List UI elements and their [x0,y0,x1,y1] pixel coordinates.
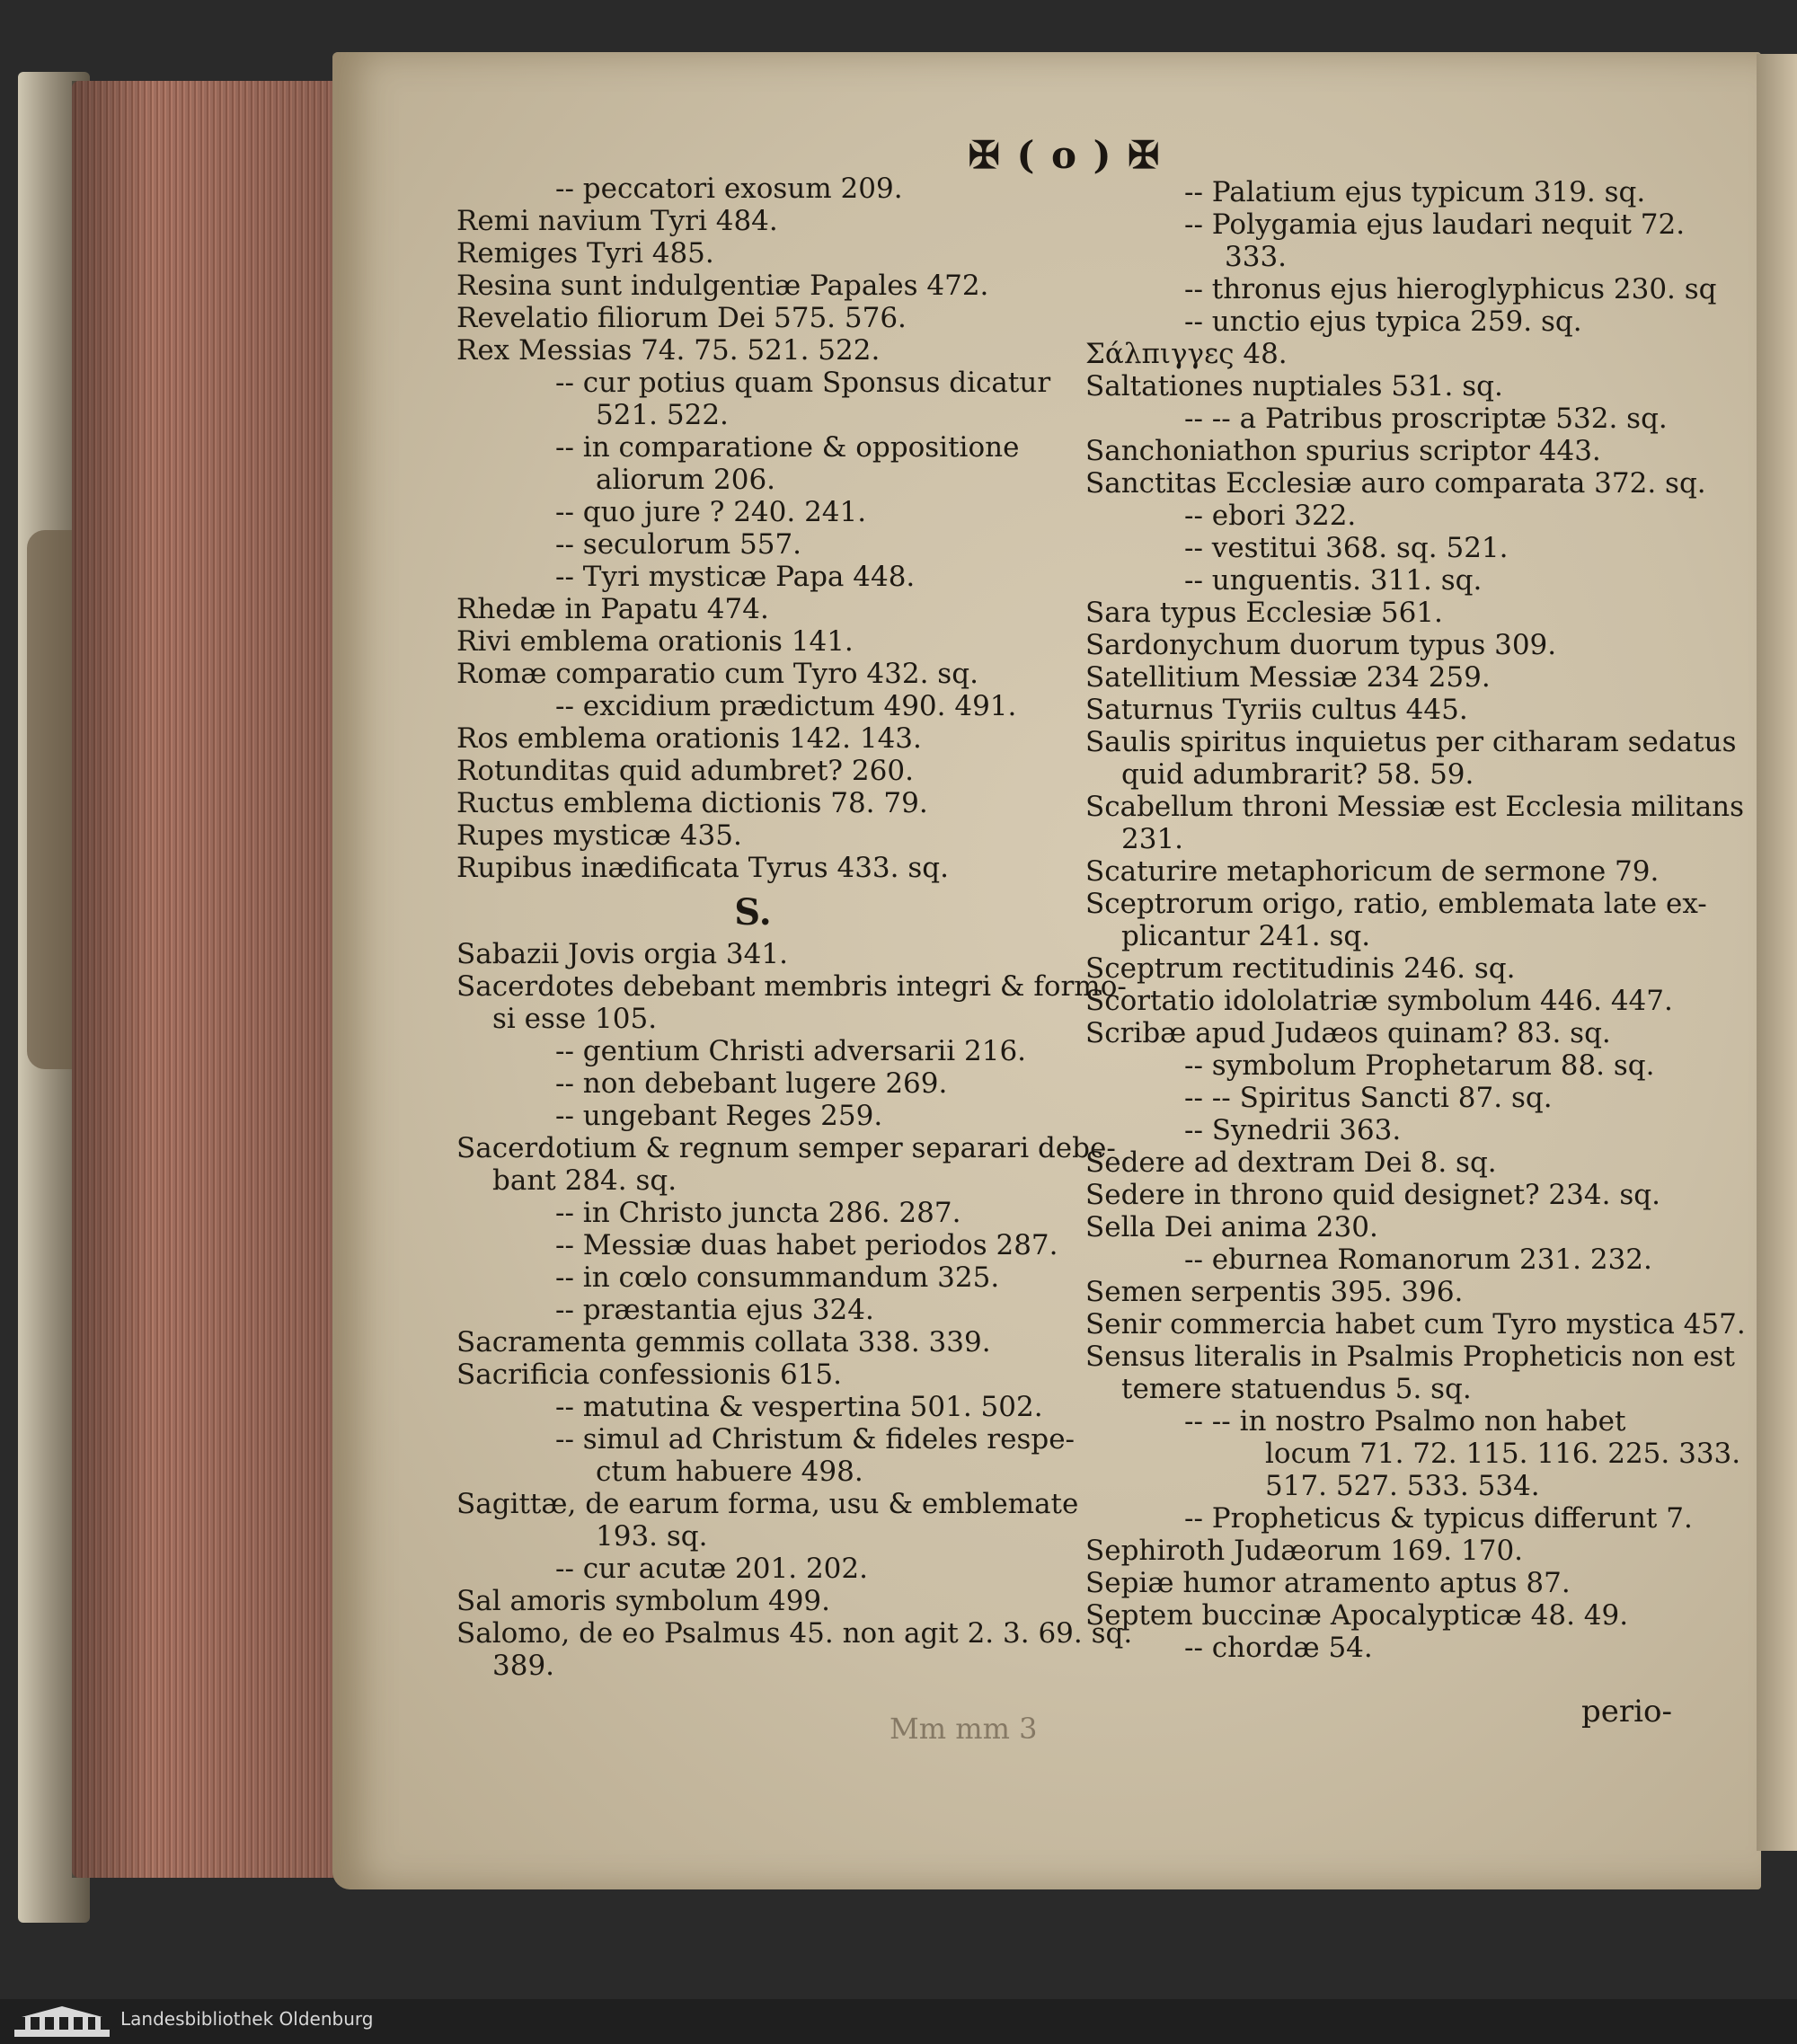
index-entry: Revelatio filiorum Dei 575. 576. [456,302,907,334]
index-entry: -- non debebant lugere 269. [555,1067,948,1100]
index-entry: -- quo jure ? 240. 241. [555,496,867,528]
index-entry: -- thronus ejus hieroglyphicus 230. sq [1184,273,1717,305]
index-entry: -- excidium prædictum 490. 491. [555,690,1017,722]
index-entry: -- Propheticus & typicus differunt 7. [1184,1502,1693,1535]
index-entry: Remi navium Tyri 484. [456,205,778,237]
index-entry: 333. [1225,241,1288,273]
index-entry: Sal amoris symbolum 499. [456,1585,831,1617]
index-entry: -- simul ad Christum & fideles respe- [555,1423,1076,1456]
index-entry: -- gentium Christi adversarii 216. [555,1035,1027,1067]
page-header-ornament: ✠ ( o ) ✠ [968,133,1162,177]
index-entry: -- Polygamia ejus laudari nequit 72. [1184,208,1686,241]
index-entry: -- -- a Patribus proscriptæ 532. sq. [1184,403,1668,435]
index-entry: Romæ comparatio cum Tyro 432. sq. [456,658,978,690]
index-entry: Saulis spiritus inquietus per citharam sedatus [1085,726,1737,758]
index-entry: Sceptrorum origo, ratio, emblemata late ex- [1085,888,1707,920]
index-entry: Rivi emblema orationis 141. [456,625,854,658]
index-entry: 389. [492,1650,555,1682]
index-entry: -- chordæ 54. [1184,1632,1373,1664]
index-entry: Sedere in throno quid designet? 234. sq. [1085,1179,1660,1211]
index-entry: aliorum 206. [596,464,776,496]
index-entry: 231. [1121,823,1184,855]
index-entry: Sacerdotes debebant membris integri & formo- [456,970,1127,1003]
index-entry: Rex Messias 74. 75. 521. 522. [456,334,881,367]
index-entry: -- cur potius quam Sponsus dicatur [555,367,1051,399]
index-entry: Remiges Tyri 485. [456,237,714,270]
index-entry: Sephiroth Judæorum 169. 170. [1085,1535,1524,1567]
index-column-right [1085,176,1746,1664]
index-entry: Scaturire metaphoricum de sermone 79. [1085,855,1660,888]
index-entry: Σάλπιγγες 48. [1085,338,1288,370]
index-entry: Rupes mysticæ 435. [456,819,742,852]
index-entry: Sepiæ humor atramento aptus 87. [1085,1567,1571,1599]
index-entry: Ros emblema orationis 142. 143. [456,722,922,755]
index-entry: quid adumbrarit? 58. 59. [1121,758,1474,791]
fore-edge-shadow [72,81,341,1878]
index-entry: Sedere ad dextram Dei 8. sq. [1085,1146,1497,1179]
index-entry: Sardonychum duorum typus 309. [1085,629,1557,661]
catchword: perio- [1581,1694,1672,1730]
index-entry: -- matutina & vespertina 501. 502. [555,1391,1043,1423]
signature-mark: Mm mm 3 [890,1712,1038,1746]
index-entry: -- præstantia ejus 324. [555,1294,874,1326]
index-entry: Scabellum throni Messiæ est Ecclesia militans [1085,791,1745,823]
index-entry: -- peccatori exosum 209. [555,173,903,205]
index-entry: locum 71. 72. 115. 116. 225. 333. [1265,1438,1741,1470]
index-entry: -- in cœlo consummandum 325. [555,1261,1000,1294]
index-entry: Scribæ apud Judæos quinam? 83. sq. [1085,1017,1611,1049]
index-entry: ctum habuere 498. [596,1456,863,1488]
index-entry: -- -- in nostro Psalmo non habet [1184,1405,1626,1438]
section-letter: S. [734,891,772,934]
index-entry: Sara typus Ecclesiæ 561. [1085,597,1443,629]
index-entry: 521. 522. [596,399,729,431]
index-entry: 517. 527. 533. 534. [1265,1470,1540,1502]
library-name: Landesbibliothek Oldenburg [120,2008,374,2030]
index-entry: bant 284. sq. [492,1164,677,1197]
index-entry: Senir commercia habet cum Tyro mystica 457. [1085,1308,1746,1341]
index-entry: Ructus emblema dictionis 78. 79. [456,787,928,819]
index-entry: -- Synedrii 363. [1184,1114,1402,1146]
index-entry: -- unctio ejus typica 259. sq. [1184,305,1582,338]
index-entry: -- -- Spiritus Sancti 87. sq. [1184,1082,1553,1114]
index-entry: Sceptrum rectitudinis 246. sq. [1085,952,1516,985]
index-entry: -- ebori 322. [1184,500,1357,532]
index-entry: Rotunditas quid adumbret? 260. [456,755,914,787]
index-entry: -- Messiæ duas habet periodos 287. [555,1229,1058,1261]
index-entry: -- cur acutæ 201. 202. [555,1553,868,1585]
index-entry: Satellitium Messiæ 234 259. [1085,661,1491,694]
index-entry: Sagittæ, de earum forma, usu & emblemate [456,1488,1079,1520]
index-entry: Sabazii Jovis orgia 341. [456,938,788,970]
index-entry: Semen serpentis 395. 396. [1085,1276,1464,1308]
library-building-icon [13,2004,111,2039]
index-entry: temere statuendus 5. sq. [1121,1373,1472,1405]
index-entry: si esse 105. [492,1003,658,1035]
index-entry: Sella Dei anima 230. [1085,1211,1378,1243]
index-entry: Sanctitas Ecclesiæ auro comparata 372. sq. [1085,467,1706,500]
index-entry: -- in Christo juncta 286. 287. [555,1197,961,1229]
index-entry: Rhedæ in Papatu 474. [456,593,769,625]
index-entry: -- Palatium ejus typicum 319. sq. [1184,176,1646,208]
index-entry: -- Tyri mysticæ Papa 448. [555,561,916,593]
index-entry: Sacramenta gemmis collata 338. 339. [456,1326,991,1358]
index-entry: Saltationes nuptiales 531. sq. [1085,370,1503,403]
index-entry: Rupibus inædificata Tyrus 433. sq. [456,852,949,884]
facing-page-edge [1757,54,1797,1851]
index-entry: -- symbolum Prophetarum 88. sq. [1184,1049,1655,1082]
index-entry: -- vestitui 368. sq. 521. [1184,532,1509,564]
index-entry: Resina sunt indulgentiæ Papales 472. [456,270,989,302]
index-entry: Salomo, de eo Psalmus 45. non agit 2. 3. 69. sq. [456,1617,1133,1650]
footer-bar [0,1999,1797,2044]
index-entry: -- unguentis. 311. sq. [1184,564,1483,597]
index-entry: Sacerdotium & regnum semper separari debe- [456,1132,1116,1164]
index-entry: plicantur 241. sq. [1121,920,1371,952]
index-column-left [456,173,1133,1682]
index-entry: -- in comparatione & oppositione [555,431,1020,464]
index-entry: Sensus literalis in Psalmis Propheticis non est [1085,1341,1735,1373]
index-entry: -- seculorum 557. [555,528,802,561]
index-entry: Sacrificia confessionis 615. [456,1358,842,1391]
index-entry: -- ungebant Reges 259. [555,1100,883,1132]
index-entry: 193. sq. [596,1520,708,1553]
index-entry: Sanchoniathon spurius scriptor 443. [1085,435,1601,467]
index-entry: -- eburnea Romanorum 231. 232. [1184,1243,1652,1276]
index-entry: Scortatio idololatriæ symbolum 446. 447. [1085,985,1673,1017]
index-entry: Septem buccinæ Apocalypticæ 48. 49. [1085,1599,1629,1632]
index-entry: Saturnus Tyriis cultus 445. [1085,694,1468,726]
